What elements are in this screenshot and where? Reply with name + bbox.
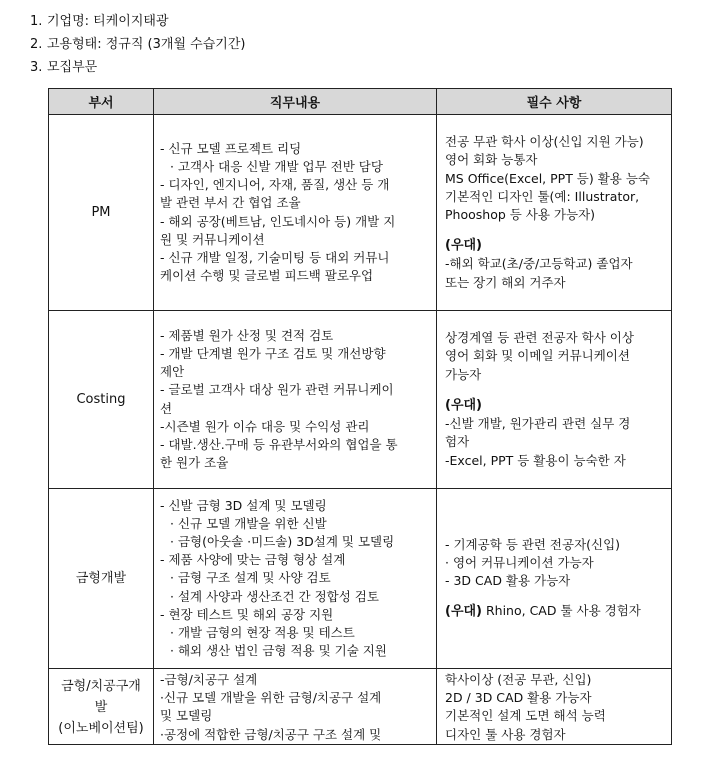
duty-line: - 글로벌 고객사 대상 원가 관련 커뮤니케이 [160,382,394,398]
table-header-row [49,89,672,115]
requirement-line: 영어 회화 및 이메일 커뮤니케이션 [445,348,630,364]
intro-item-company [30,10,690,33]
row-mold-development [49,489,672,669]
preferred-requirement-line: -해외 학교(초/중/고등학교) 졸업자 [445,256,633,272]
duty-line: 한 원가 조율 [160,455,229,471]
duty-line: -시즌별 원가 이슈 대응 및 수익성 관리 [160,418,370,434]
requirement-line: 기본적인 설계 도면 해석 능력 [445,708,606,724]
requirements-cell [437,489,672,669]
requirements-cell [437,115,672,311]
duty-line: - 신규 개발 일정, 기술미팅 등 대외 커뮤니 [160,249,390,265]
preferred-requirement-line: -신발 개발, 원가관리 관련 실무 경 [445,416,631,432]
preferred-line [445,236,665,255]
department-cell [49,311,154,489]
duty-line: · 고객사 대응 신발 개발 업무 전반 담당 [170,158,383,174]
requirement-line: 기본적인 디자인 툴(예: Illustrator, [445,188,640,204]
preferred-label: (우대) [445,238,482,254]
preferred-requirement-line: -Excel, PPT 등 활용이 능숙한 자 [445,452,626,468]
department-cell [49,115,154,311]
duties-cell [154,669,437,745]
duty-line: - 신규 모델 프로젝트 리딩 [160,140,302,156]
department-name: 발 [94,699,108,715]
duty-line: 발 관련 부서 간 협업 조율 [160,195,301,211]
duties-cell [154,115,437,311]
row-pm [49,115,672,311]
duty-line: · 설계 사양과 생산조건 간 정합성 검토 [170,588,379,604]
spacer [445,384,665,396]
spacer [445,224,665,236]
spacer [445,590,665,602]
duty-line: 및 모델링 [160,708,213,724]
intro-list [30,10,690,79]
duty-line: · 금형 구조 설계 및 사양 검토 [170,570,331,586]
duty-line: 제안 [160,364,185,380]
intro-number: 3. [30,60,43,75]
intro-number: 2. [30,37,43,52]
intro-item-positions [30,56,690,79]
preferred-requirement-line: 또는 장기 해외 거주자 [445,274,566,290]
preferred-text: Rhino, CAD 툴 사용 경험자 [482,603,641,619]
department-cell [49,669,154,745]
duty-line: · 신규 모델 개발을 위한 신발 [170,515,327,531]
requirement-line: 2D / 3D CAD 활용 가능자 [445,690,592,706]
preferred-label: (우대) [445,397,482,413]
requirement-line: 전공 무관 학사 이상(신입 지원 가능) [445,134,644,150]
duty-line: · 개발 금형의 현장 적용 및 테스트 [170,625,355,640]
department-name: (이노베이션팀) [58,720,144,736]
preferred-requirement-line: 험자 [445,434,470,450]
requirement-line: Phooshop 등 사용 가능자) [445,207,596,222]
duty-line: ·공정에 적합한 금형/치공구 구조 설계 및 [160,726,382,742]
requirement-line: - 3D CAD 활용 가능자 [445,573,571,588]
requirement-line: 영어 회화 능통자 [445,152,538,168]
requirement-line: - 기계공학 등 관련 전공자(신입) [445,536,621,552]
preferred-line [445,602,665,621]
row-costing [49,311,672,489]
duty-line: - 제품별 원가 산정 및 견적 검토 [160,327,334,343]
preferred-line [445,396,665,415]
department-name: 금형/치공구개 [61,678,141,694]
duty-line: 원 및 커뮤니케이션 [160,231,265,247]
duty-line: - 대발.생산.구매 등 유관부서와의 협업을 통 [160,436,398,452]
intro-text: 고용형태: 정규직 (3개월 수습기간) [47,37,246,52]
intro-text: 기업명: 티케이지태광 [47,14,169,29]
row-tool-development [49,669,672,745]
requirements-cell [437,669,672,745]
intro-item-employment [30,33,690,56]
duty-line: - 디자인, 엔지니어, 자재, 품질, 생산 등 개 [160,177,390,193]
duty-line: - 개발 단계별 원가 구조 검토 및 개선방향 [160,345,386,361]
department-name: 금형개발 [75,571,127,586]
requirement-line: · 영어 커뮤니케이션 가능자 [445,554,594,570]
intro-text: 모집부문 [47,60,98,75]
requirement-line: 디자인 툴 사용 경험자 [445,726,566,742]
header-duties: 직무내용 [154,89,437,115]
duty-line: · 금형(아웃솔 ·미드솔) 3D설계 및 모델링 [170,533,395,549]
department-name: PM [91,205,111,220]
duty-line: · 해외 생산 법인 금형 적용 및 기술 지원 [170,643,387,659]
department-cell [49,489,154,669]
requirements-cell [437,311,672,489]
duty-line: - 해외 공장(베트남, 인도네시아 등) 개발 지 [160,213,396,229]
department-name: Costing [76,392,126,407]
preferred-label: (우대) [445,604,482,620]
requirement-line: 가능자 [445,366,482,382]
requirement-line: MS Office(Excel, PPT 등) 활용 능숙 [445,170,650,186]
requirement-line: 학사이상 (전공 무관, 신입) [445,672,592,687]
intro-number: 1. [30,14,43,29]
header-requirements: 필수 사항 [437,89,672,115]
duty-line: 케이션 수행 및 글로벌 피드백 팔로우업 [160,268,374,284]
requirement-line: 상경계열 등 관련 전공자 학사 이상 [445,330,634,346]
duties-cell [154,311,437,489]
duty-line: - 현장 테스트 및 해외 공장 지원 [160,606,334,622]
duties-cell [154,489,437,669]
duty-line: - 제품 사양에 맞는 금형 형상 설계 [160,552,346,568]
positions-table [48,88,672,745]
duty-line: - 신발 금형 3D 설계 및 모델링 [160,497,327,513]
header-department: 부서 [49,89,154,115]
duty-line: -금형/치공구 설계 [160,672,258,687]
duty-line: 션 [160,400,173,416]
duty-line: ·신규 모델 개발을 위한 금형/치공구 설계 [160,690,382,706]
